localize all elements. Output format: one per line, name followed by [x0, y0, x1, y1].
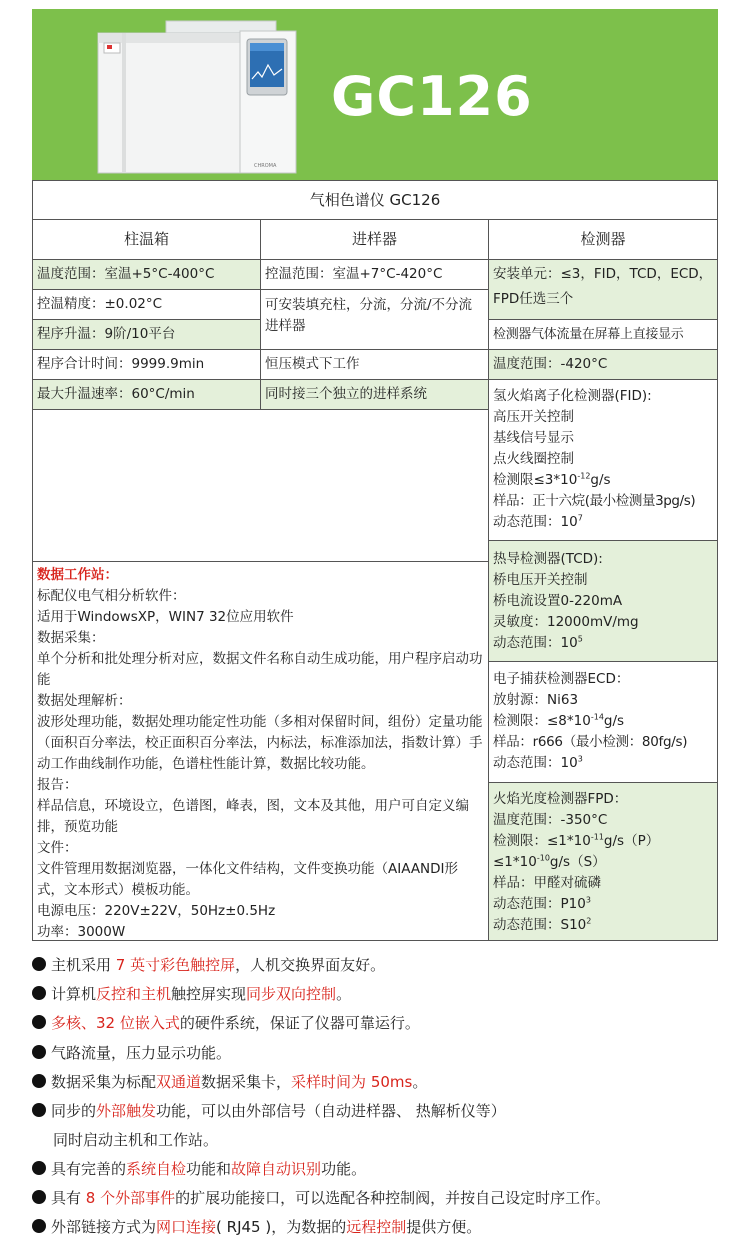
bullet-icon — [32, 1074, 46, 1088]
tcd-line-1: 桥电压开关控制 — [493, 572, 588, 588]
screen-brand-text: CHROMA — [254, 163, 277, 169]
bullet-icon — [32, 957, 46, 971]
tcd-title: 热导检测器(TCD): — [493, 551, 603, 567]
fid-title: 氢火焰离子化检测器(FID): — [493, 388, 652, 404]
empty-cell — [32, 409, 489, 562]
ws-line-power: 电源电压：220V±22V，50Hz±0.5Hz — [37, 903, 276, 919]
ecd-sample: 样品：r666（最小检测：80fg/s) — [493, 734, 688, 750]
ws-line-acq-title: 数据采集： — [37, 630, 105, 646]
fid-line-2: 基线信号显示 — [493, 430, 574, 446]
fpd-cell — [488, 782, 718, 941]
detector-install-line-2: FPD任选三个 — [493, 291, 574, 307]
oven-temp-range: 温度范围：室温+5°C-400°C — [32, 259, 261, 290]
bullet-icon — [32, 1045, 46, 1059]
fpd-range-p: 动态范围：$P10^3$ — [493, 895, 591, 912]
fid-range: 动态范围：$10^7$ — [493, 513, 583, 530]
table-title: 气相色谱仪 GC126 — [32, 180, 718, 220]
feature-item: 具有完善的系统自检功能和故障自动识别功能。 — [32, 1158, 366, 1180]
model-name: GC126 — [331, 65, 533, 128]
ws-line-file-title: 文件： — [37, 840, 78, 856]
header-oven: 柱温箱 — [32, 219, 261, 260]
feature-item: 计算机反控和主机触控屏实现同步双向控制。 — [32, 983, 351, 1005]
fpd-title: 火焰光度检测器FPD： — [493, 791, 628, 807]
fid-limit: 检测限$\le 3*10^{-12}g/s$ — [493, 471, 611, 488]
fpd-line-1: 温度范围：-350°C — [493, 812, 608, 828]
header-detector: 检测器 — [488, 219, 718, 260]
fpd-range-s: 动态范围：$S10^2$ — [493, 916, 592, 933]
injector-three-systems: 同时接三个独立的进样系统 — [260, 379, 489, 410]
fid-sample: 样品：正十六烷(最小检测量3pg/s) — [493, 493, 696, 509]
detector-temp-range: 温度范围：-420°C — [488, 349, 718, 380]
feature-item: 具有 8 个外部事件的扩展功能接口，可以选配各种控制阀，并按自己设定时序工作。 — [32, 1187, 610, 1209]
bullet-icon — [32, 1219, 46, 1233]
injector-temp-range: 控温范围：室温+7°C-420°C — [260, 259, 489, 290]
ws-line-acq: 单个分析和批处理分析对应，数据文件名称自动生成功能，用户程序启动功能 — [37, 651, 483, 688]
oven-max-rate: 最大升温速率：60°C/min — [32, 379, 261, 410]
feature-item: 数据采集为标配双通道数据采集卡，采样时间为 50ms。 — [32, 1071, 427, 1093]
feature-item-continuation: 同时启动主机和工作站。 — [53, 1131, 219, 1149]
bullet-icon — [32, 1103, 46, 1117]
ws-line-file: 文件管理用数据浏览器，一体化文件结构，文件变换功能（AIAANDI形式，文本形式）模板功能。 — [37, 861, 459, 898]
feature-item: 同步的外部触发功能，可以由外部信号（自动进样器、 热解析仪等） — [32, 1100, 506, 1122]
bullet-icon — [32, 986, 46, 1000]
fpd-limit-s: $\le 1*10^{-10}g/s(S)$ — [493, 853, 606, 870]
tcd-line-2: 桥电流设置0-220mA — [493, 593, 623, 609]
tcd-line-3: 灵敏度：12000mV/mg — [493, 614, 639, 630]
tcd-range: 动态范围：$10^5$ — [493, 634, 583, 651]
ecd-title: 电子捕获检测器ECD： — [493, 671, 630, 687]
injector-constant-pressure: 恒压模式下工作 — [260, 349, 489, 380]
workstation-title: 数据工作站： — [37, 567, 118, 583]
detector-install-units — [488, 259, 718, 320]
feature-item: 多核、32 位嵌入式的硬件系统，保证了仪器可靠运行。 — [32, 1012, 420, 1034]
header-injector: 进样器 — [260, 219, 489, 260]
detector-install-line-1: 安装单元：≤3，FID，TCD，ECD， — [493, 266, 713, 282]
fid-cell — [488, 379, 718, 541]
ws-line-software: 标配仪电气相分析软件： — [37, 588, 186, 604]
workstation-cell — [32, 561, 489, 941]
ws-line-proc-title: 数据处理解析： — [37, 693, 132, 709]
bullet-icon — [32, 1161, 46, 1175]
ws-line-proc: 波形处理功能，数据处理功能定性功能（多相对保留时间，组份）定量功能（面积百分率法，校正面积百分率法，内标法，标准添加法，指数计算）手动工作曲线制作功能，色谱柱性能计算，数据比较功能。 — [37, 714, 483, 772]
tcd-cell — [488, 540, 718, 662]
fid-line-3: 点火线圈控制 — [493, 451, 574, 467]
fpd-limit-p: 检测限：$\le 1*10^{-11}g/s(P)$ — [493, 832, 660, 849]
fpd-sample: 样品：甲醛对硫磷 — [493, 875, 601, 891]
gc-instrument-image — [92, 17, 302, 177]
ws-line-os: 适用于WindowsXP，WIN7 32位应用软件 — [37, 609, 294, 625]
oven-program-ramp: 程序升温：9阶/10平台 — [32, 319, 261, 350]
ecd-line-1: 放射源：Ni63 — [493, 692, 579, 708]
feature-item: 外部链接方式为网口连接( RJ45 )，为数据的远程控制提供方便。 — [32, 1216, 481, 1238]
ecd-range: 动态范围：$10^3$ — [493, 754, 583, 771]
ws-line-wattage: 功率：3000W — [37, 924, 126, 940]
feature-item: 气路流量，压力显示功能。 — [32, 1042, 231, 1064]
oven-total-time: 程序合计时间：9999.9min — [32, 349, 261, 380]
bullet-icon — [32, 1015, 46, 1029]
oven-temp-precision: 控温精度：±0.02°C — [32, 289, 261, 320]
ecd-limit: 检测限：$\le 8*10^{-14}g/s$ — [493, 712, 625, 729]
detector-flow-display: 检测器气体流量在屏幕上直接显示 — [488, 319, 718, 350]
injector-column-types: 可安装填充柱，分流，分流/不分流进样器 — [260, 289, 489, 350]
ws-line-report: 样品信息，环境设立，色谱图，峰表，图，文本及其他，用户可自定义编排，预览功能 — [37, 798, 469, 835]
ecd-cell — [488, 661, 718, 783]
feature-item: 主机采用 7 英寸彩色触控屏，人机交换界面友好。 — [32, 954, 385, 976]
ws-line-report-title: 报告： — [37, 777, 78, 793]
bullet-icon — [32, 1190, 46, 1204]
fid-line-1: 高压开关控制 — [493, 409, 574, 425]
